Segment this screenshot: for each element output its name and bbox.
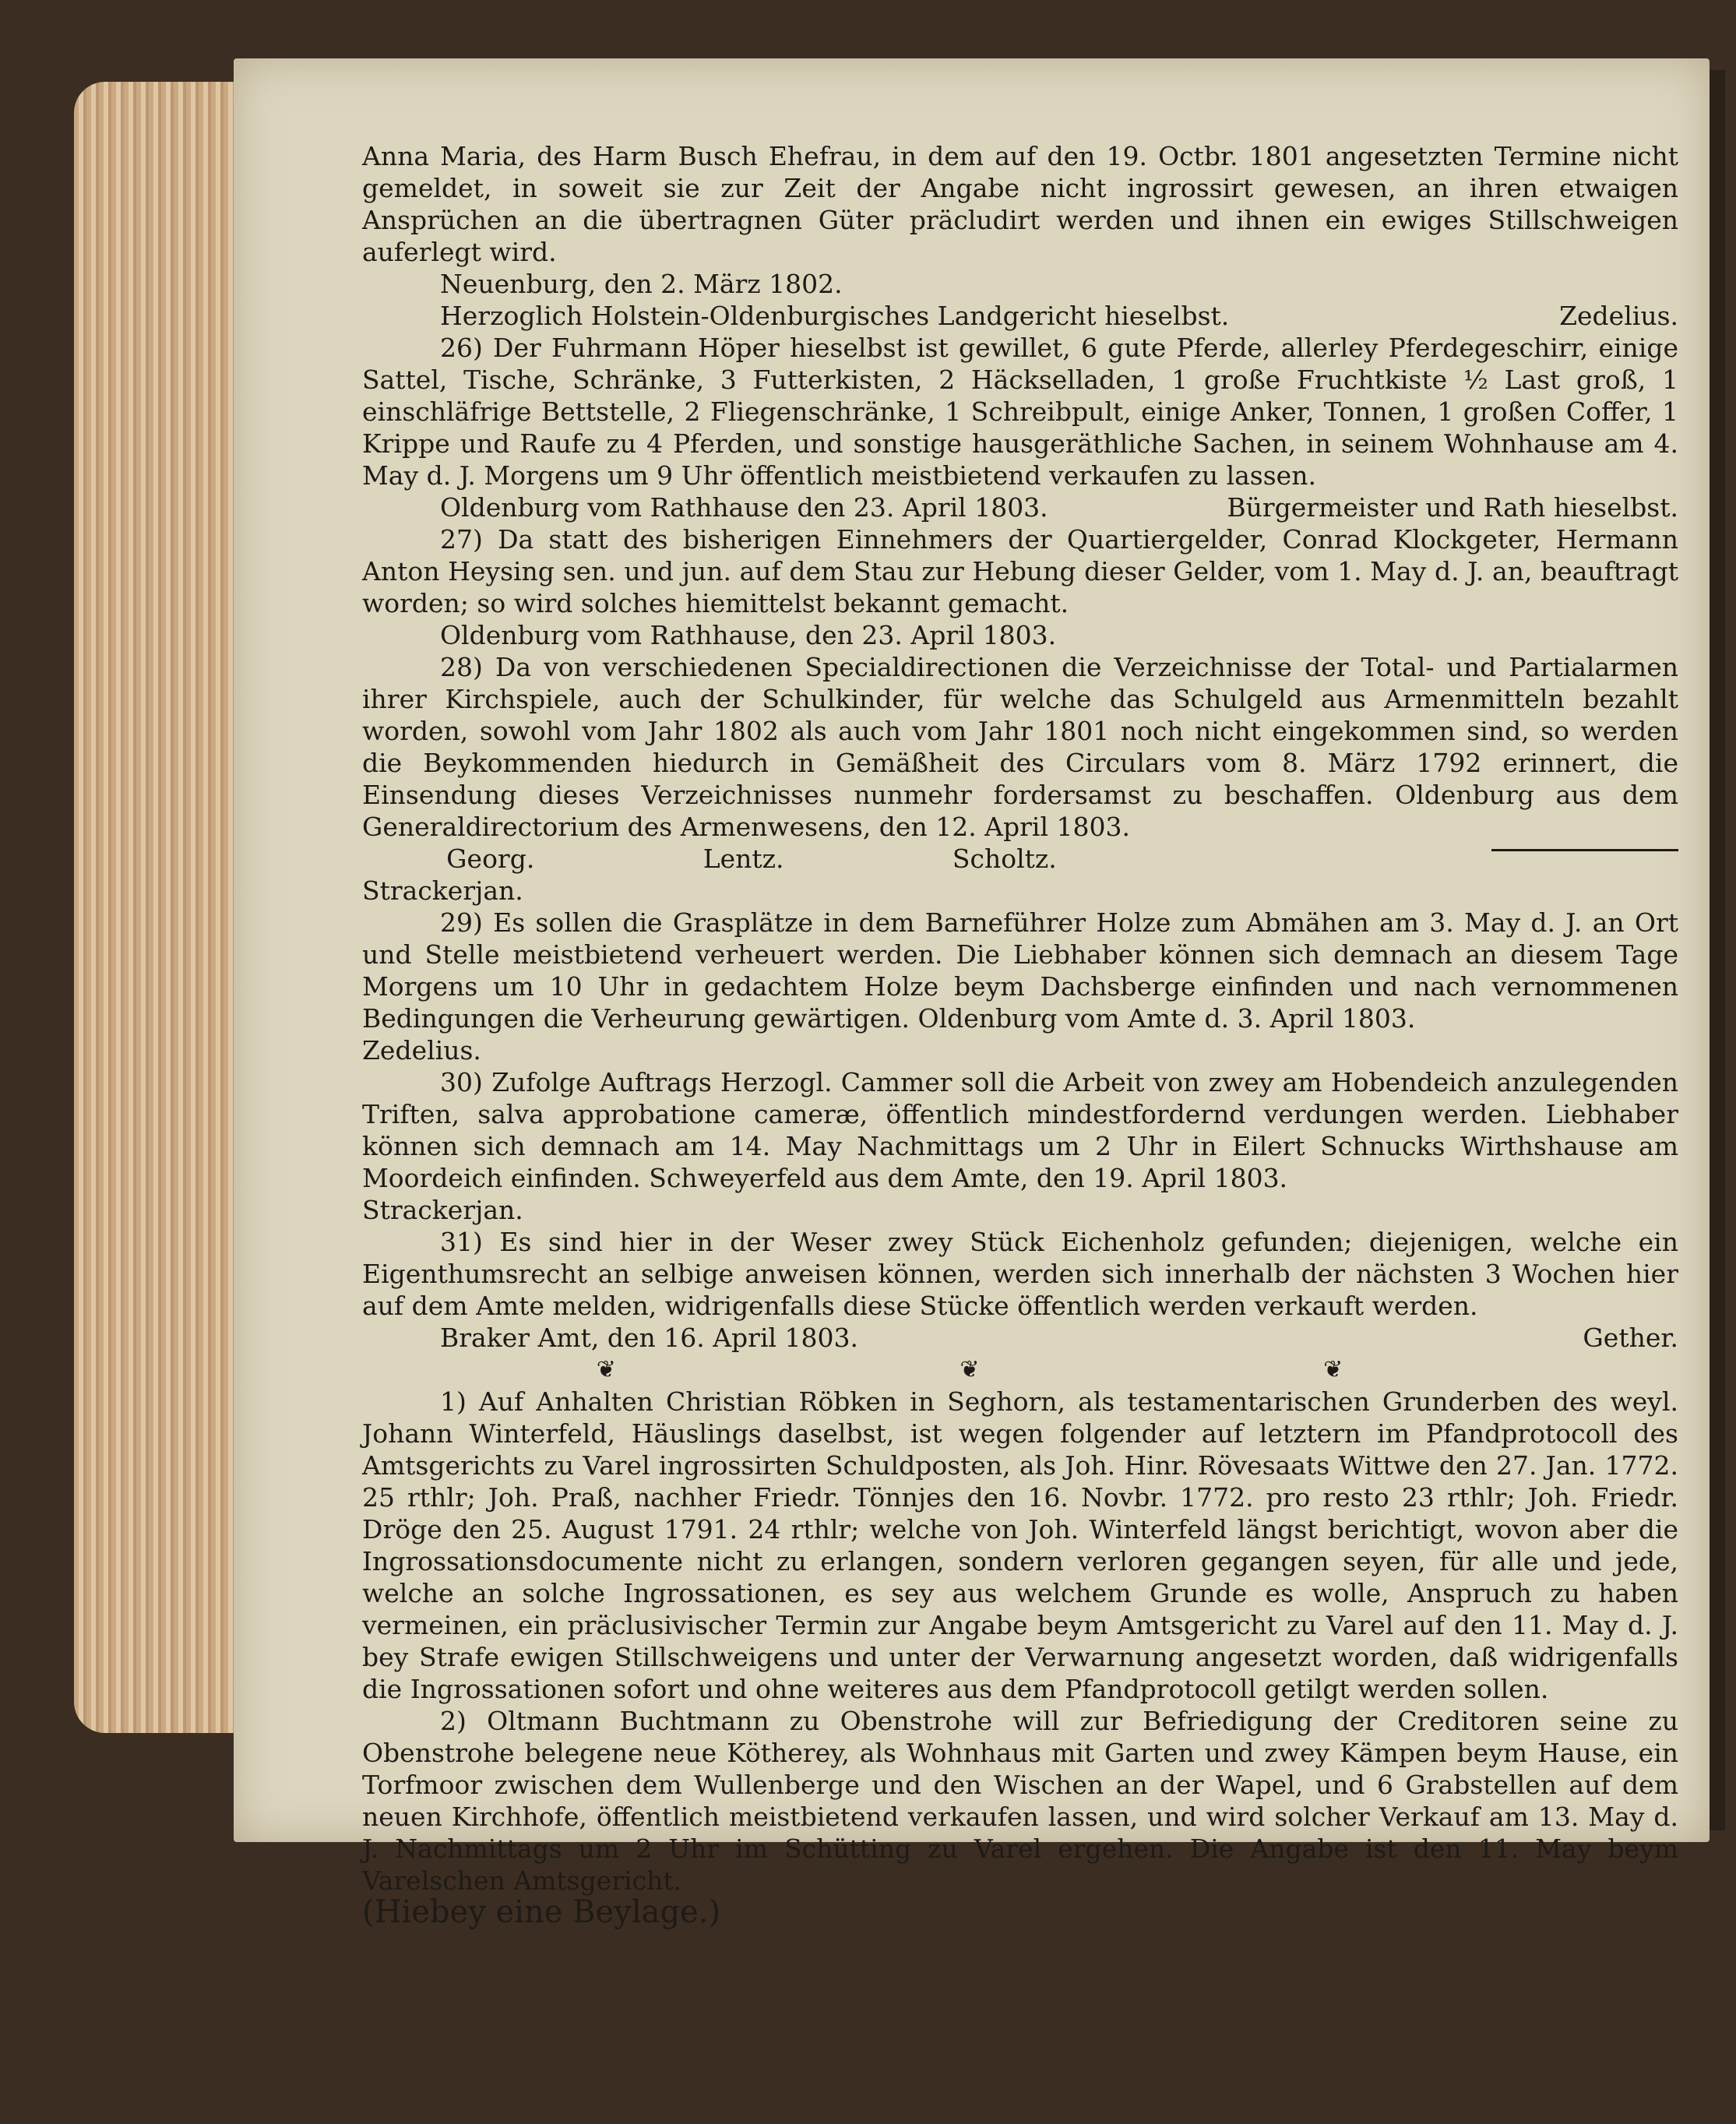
- notice-varel-2: [362, 1705, 1678, 1897]
- signature-strackerjan: Strackerjan.: [362, 875, 523, 906]
- ornament-icon: ❦: [960, 1356, 980, 1383]
- notice-26-footer: [362, 491, 1678, 523]
- notice-varel-1: 1) Auf Anhalten Christian Röbken in Seghorn, als testamentarischen Grunderben des weyl. Johann Winterfeld, Häuslings daselbst, ist wegen folgender auf letztern im Pfandprotocoll des Amtsgerichts zu Varel ingrossirten Schuldposten, als Joh. Hinr. Rövesaats Wittwe den 27. Jan. 1772. 25 rthlr; Joh. Praß, nachher Friedr. Tönnjes den 16. Novbr. 1772. pro resto 23 rthlr; Joh. Friedr. Dröge den 25. August 1791. 24 rthlr; welche von Joh. Winterfeld längst berichtigt, wovon aber die Ingrossationsdocumente nicht zu erlangen, sondern verloren gegangen seyen, für alle und jede, welche an solche Ingrossationen, es sey aus welchem Grunde es wolle, Anspruch zu haben vermeinen, ein präclusivischer Termin zur Angabe beym Amtsgericht zu Varel auf den 11. May d. J. bey Strafe ewigen Stillschweigens und unter der Verwarnung angesetzt worden, daß widrigenfalls die Ingrossationen sofort und ohne weiteres aus dem Pfandprotocoll getilgt werden sollen.: [362, 1386, 1678, 1704]
- notice-authority: Herzoglich Holstein-Oldenburgisches Landgericht hieselbst.: [440, 301, 1230, 331]
- notice-30: 30) Zufolge Auftrags Herzogl. Cammer soll die Arbeit von zwey am Hobendeich anzulegenden Triften, salva approbatione cameræ, öffentlich mindestfordernd verdungen werden. Liebhaber können sich demnach am 14. May Nachmittags um 2 Uhr in Eilert Schnucks Wirthshause am Moordeich einfinden. Schweyerfeld aus dem Amte, den 19. April 1803.: [362, 1067, 1678, 1193]
- notice-signature: Zedelius.: [1559, 301, 1678, 331]
- page-gutter-shadow: [1710, 70, 1725, 1830]
- notice-authority-row: [362, 300, 1678, 332]
- ornament-icon: ❦: [1323, 1356, 1343, 1383]
- notice-31: 31) Es sind hier in der Weser zwey Stück Eichenholz gefunden; diejenigen, welche ein Eigenthumsrecht an selbige anweisen können, werden sich innerhalb der nächsten 3 Wochen hier auf dem Amte melden, widrigenfalls diese Stücke öffentlich werden verkauft werden.: [362, 1227, 1678, 1321]
- section-ornaments: [424, 1354, 1515, 1386]
- notice-varel-2-part1: 2) Oltmann Buchtmann zu Obenstrohe will zur Befriedigung der Creditoren seine zu Obenstrohe belegene neue Köthere: [362, 1706, 1678, 1768]
- notice-31-place: Braker Amt, den 16. April 1803.: [440, 1323, 859, 1353]
- notice-28: 28) Da von verschiedenen Specialdirectionen die Verzeichnisse der Total- und Partialarmen ihrer Kirchspiele, auch der Schulkinder, für welche das Schulgeld aus Armenmitteln bezahlt worden, sowohl vom Jahr 1802 als auch vom Jahr 1801 noch nicht eingekommen sind, so werden die Beykommenden hiedurch in Gemäßheit des Circulars vom 8. März 1792 erinnert, die Einsendung dieses Verzeichnisses nunmehr fordersamst zu beschaffen. Oldenburg aus dem Generaldirectorium des Armenwesens, den 12. April 1803.: [362, 652, 1678, 842]
- notice-26-place: Oldenburg vom Rathhause den 23. April 1803.: [440, 492, 1048, 523]
- notice-29: 29) Es sollen die Grasplätze in dem Barneführer Holze zum Abmähen am 3. May d. J. an Ort und Stelle meistbietend verheuert werden. Die Liebhaber können sich demnach an diesem Tage Morgens um 10 Uhr in gedachtem Holze beym Dachsberge einfinden und nach vernommenen Bedingungen die Verheurung gewärtigen. Oldenburg vom Amte d. 3. April 1803.: [362, 907, 1678, 1034]
- notice-varel-2-part2: y, als Wohnhaus mit Garten und zwey Kämpen beym Hause, ein Torfmoor zwischen dem Wullenberge und den Wischen an der Wapel, und 6 Grabstellen auf dem neuen Kirchhofe, öffentlich meistbietend verkaufen lassen, und wird solcher Verkauf am 13. May d. J. Nachmittags um 2 Uhr im Schütting zu Varel ergehen. Die Angabe ist den 11. May beym Varelschen Amtsgericht.: [362, 1738, 1679, 1896]
- signature-lentz: Lentz.: [702, 844, 784, 874]
- notice-28-signatures: [362, 843, 1678, 875]
- notice-31-footer: [362, 1322, 1678, 1354]
- signature-georg: Georg.: [446, 844, 535, 874]
- notice-27-place: Oldenburg vom Rathhause, den 23. April 1803.: [440, 620, 1057, 650]
- notice-27: 27) Da statt des bisherigen Einnehmers der Quartiergelder, Conrad Klockgeter, Hermann Anton Heysing sen. und jun. auf dem Stau zur Hebung dieser Gelder, vom 1. May d. J. an, beauftragt worden; so wird solches hiemittelst bekannt gemacht.: [362, 524, 1678, 618]
- notice-30-signature: Strackerjan.: [362, 1195, 523, 1225]
- notice-26: 26) Der Fuhrmann Höper hieselbst ist gewillet, 6 gute Pferde, allerley Pferdegeschirr, einige Sattel, Tische, Schränke, 3 Futterkisten, 2 Häckselladen, 1 große Fruchtkiste ½ Last groß, 1 einschläfrige Bettstelle, 2 Fliegenschränke, 1 Schreibpult, einige Anker, Tonnen, 1 großen Coffer, 1 Krippe und Raufe zu 4 Pferden, und sonstige hausgeräthliche Sachen, in seinem Wohnhause am 4. May d. J. Morgens um 9 Uhr öffentlich meistbietend verkaufen zu lassen.: [362, 333, 1678, 491]
- page-text: [362, 140, 1678, 1929]
- notice-place-date: Neuenburg, den 2. März 1802.: [440, 269, 843, 299]
- signature-scholtz: Scholtz.: [952, 844, 1057, 874]
- ornament-icon: ❦: [596, 1356, 616, 1383]
- notice-31-signature: Gether.: [1583, 1323, 1678, 1353]
- notice-29-signature: Zedelius.: [362, 1035, 481, 1066]
- supplement-note: (Hiebey eine Beylage.): [362, 1894, 721, 1930]
- notice-anna-maria: Anna Maria, des Harm Busch Ehefrau, in dem auf den 19. Octbr. 1801 angesetzten Termine nicht gemeldet, in soweit sie zur Zeit der Angabe nicht ingrossirt gewesen, an ihren etwaigen Ansprüchen an die übertragnen Güter präcludirt werden und ihnen ein ewiges Stillschweigen auferlegt wird.: [362, 141, 1678, 267]
- notice-28-signature-group: [362, 843, 1141, 875]
- notice-26-signature: Bürgermeister und Rath hieselbst.: [1227, 492, 1678, 523]
- rule-divider: [1491, 849, 1678, 875]
